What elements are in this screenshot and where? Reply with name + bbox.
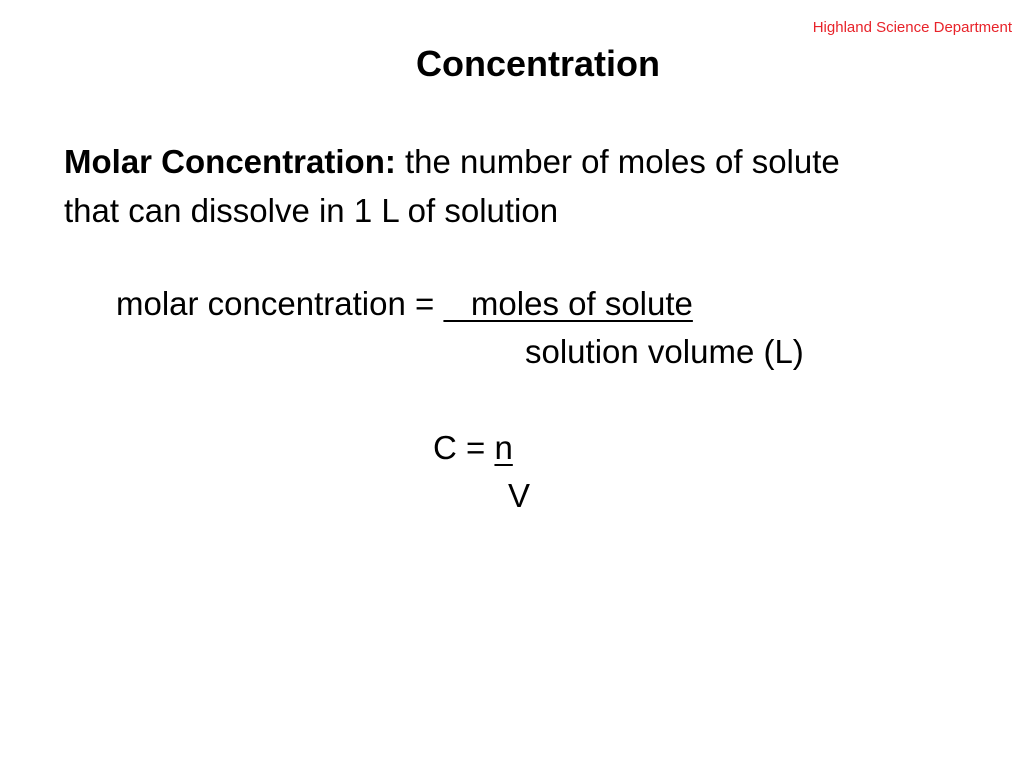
word-formula-numerator: moles of solute (443, 285, 693, 322)
word-formula-denominator: solution volume (L) (525, 333, 804, 370)
symbol-formula-numerator: n (494, 429, 513, 466)
slide-title: Concentration (415, 43, 660, 84)
definition-term: Molar Concentration: (64, 143, 396, 180)
definition-text-line2: that can dissolve in 1 L of solution (64, 192, 559, 229)
word-formula-lhs: molar concentration = (116, 285, 444, 322)
definition-text-line1: the number of moles of solute (395, 143, 840, 180)
symbol-formula-denominator: V (508, 477, 531, 514)
word-formula-top (116, 284, 693, 324)
department-label: Highland Science Department (812, 19, 1012, 36)
symbol-formula-top (433, 428, 513, 468)
symbol-formula-lhs: C = (433, 429, 495, 466)
definition-block (64, 137, 1014, 235)
